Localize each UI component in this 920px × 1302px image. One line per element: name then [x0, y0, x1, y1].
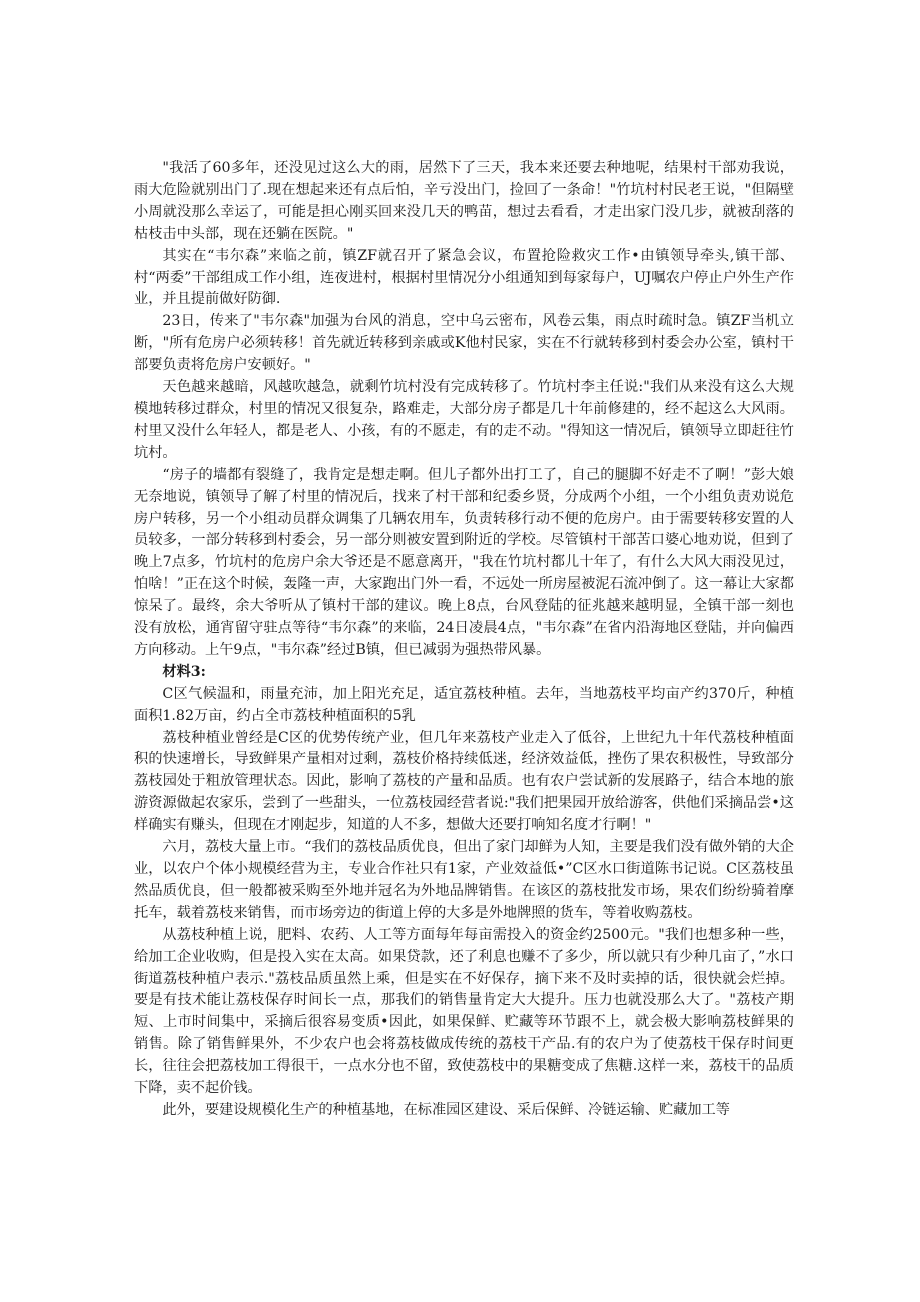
paragraph-7: 荔枝种植业曾经是C区的优势传统产业，但几年来荔枝产业走入了低谷，上世纪九十年代荔枝种植面积的快速增长，导致鲜果产量相对过剩，荔枝价格持续低迷，经济效益低，挫伤了果农积极性，导致部分荔枝园处于粗放管理状态。因此，影响了荔枝的产量和品质。也有农户尝试新的发展路子，结合本地的旅游资源做起农家乐，尝到了一些甜头，一位荔枝园经营者说:"我们把果园开放给游客，供他们采摘品尝•这样确实有赚头，但现在才刚起步，知道的人不多，想做大还要打响知名度才行啊！"	[134, 729, 794, 834]
paragraph-5: “房子的墙都有裂缝了，我肯定是想走啊。但儿子都外出打工了，自己的腿脚不好走不了啊！”彭大娘无奈地说，镇领导了解了村里的情况后，找来了村干部和纪委乡贤，分成两个小组，一个小组负责劝说危房户转移，另一个小组动员群众调集了几辆农用车，负责转移行动不便的危房户。由于需要转移安置的人员较多，一部分转移到村委会，另一部分则被安置到附近的学校。尽管镇村干部苦口婆心地劝说，但到了晚上7点多，竹坑村的危房户余大爷还是不愿意离开，"我在竹坑村都儿十年了，有什么大风大雨没见过，怕啥！”正在这个时候，轰隆一声，大家跑出门外一看，不远处一所房屋被泥石流冲倒了。这一幕让大家都惊呆了。最终，余大爷听从了镇村干部的建议。晚上8点，台风登陆的征兆越来越明显，全镇干部一刻也没有放松，通宵留守驻点等待“韦尔森”的来临，24日凌晨4点，"韦尔森”在省内沿海地区登陆，并向偏西方向移动。上午9点，"韦尔森”经过B镇，但已减弱为强热带风暴。	[134, 466, 794, 658]
paragraph-4: 天色越来越暗，风越吹越急，就剩竹坑村没有完成转移了。竹坑村李主任说:"我们从来没有这么大规模地转移过群众，村里的情况又很复杂，路难走，大部分房子都是几十年前修建的，经不起这么大风雨。村里又没什么年轻人，都是老人、小孩，有的不愿走，有的走不动。"得知这一情况后，镇领导立即赶往竹坑村。	[134, 379, 794, 461]
paragraph-6: C区气候温和，雨量充沛，加上阳光充足，适宜荔枝种植。去年，当地荔枝平均亩产约370斤，种植面积1.82万亩，约占全市荔枝种植面积的5乳	[134, 685, 794, 724]
paragraph-9: 从荔枝种植上说，肥料、农药、人工等方面每年每亩需投入的资金约2500元。"我们也想多种一些，给加工企业收购，但是投入实在太高。如果贷款，还了利息也赚不了多少，所以就只有少种几亩了，”水口街道荔枝种植户表示."荔枝品质虽然上乘，但是实在不好保存，摘下来不及时卖掉的话，很快就会烂掉。要是有技术能让荔枝保存时间长一点，那我们的销售量肯定大大提升。压力也就没那么大了。"荔枝产期短、上市时间集中，采摘后很容易变质•因此，如果保鲜、贮藏等环节跟不上，就会极大影响荔枝鲜果的销售。除了销售鲜果外，不少农户也会将荔枝做成传统的荔枝干产品.有的农户为了使荔枝干保存时间更长，往往会把荔枝加工得很干，一点水分也不留，致使荔枝中的果糖变成了焦糖.这样一来，荔枝干的品质下降，卖不起价钱。	[134, 926, 794, 1097]
paragraph-3: 23日，传来了"韦尔森"加强为台风的消息，空中乌云密布，风卷云集，雨点时疏时急。镇ZF当机立断，"所有危房户必须转移！首先就近转移到亲戚或K他村民家，实在不行就转移到村委会办公室，镇村干部要负责将危房户安顿好。"	[134, 313, 794, 374]
paragraph-1: "我活了60多年，还没见过这么大的雨，居然下了三天，我本来还要去种地呢，结果村干部劝我说，雨大危险就别出门了.现在想起来还有点后怕，辛亏没出门，捡回了一条命！"竹坑村村民老王说，"但隔壁小周就没那么幸运了，可能是担心刚买回来没几天的鸭苗，想过去看看，才走出家门没几步，就被刮落的枯枝击中头部，现在还躺在医院。"	[134, 160, 794, 242]
document-body	[134, 158, 794, 1122]
paragraph-10: 此外，要建设规模化生产的种植基地，在标准园区建设、采后保鲜、冷链运输、贮藏加工等	[162, 1101, 730, 1118]
paragraph-8: 六月，荔枝大量上市。“我们的荔枝品质优良，但出了家门却鲜为人知，主要是我们没有做外销的大企业，以农户个体小规模经营为主，专业合作社只有1家，产业效益低•”C区水口街道陈书记说。C区荔枝虽然品质优良，但一般都被采购至外地并冠名为外地品牌销售。在该区的荔枝批发市场，果农们纷纷骑着摩托车，载着荔枝来销售，而市场旁边的街道上停的大多是外地牌照的货车，等着收购荔枝。	[134, 839, 794, 921]
paragraph-2: 其实在“韦尔森”来临之前，镇ZF就召开了紧急会议，布置抢险救灾工作•由镇领导牵头,镇干部、村“两委”干部组成工作小组，连夜进村，根据村里情况分小组通知到每家每户，UJ嘱农户停止户外生产作业，并且提前做好防御.	[134, 247, 794, 308]
section-heading: 材料3:	[162, 663, 206, 680]
